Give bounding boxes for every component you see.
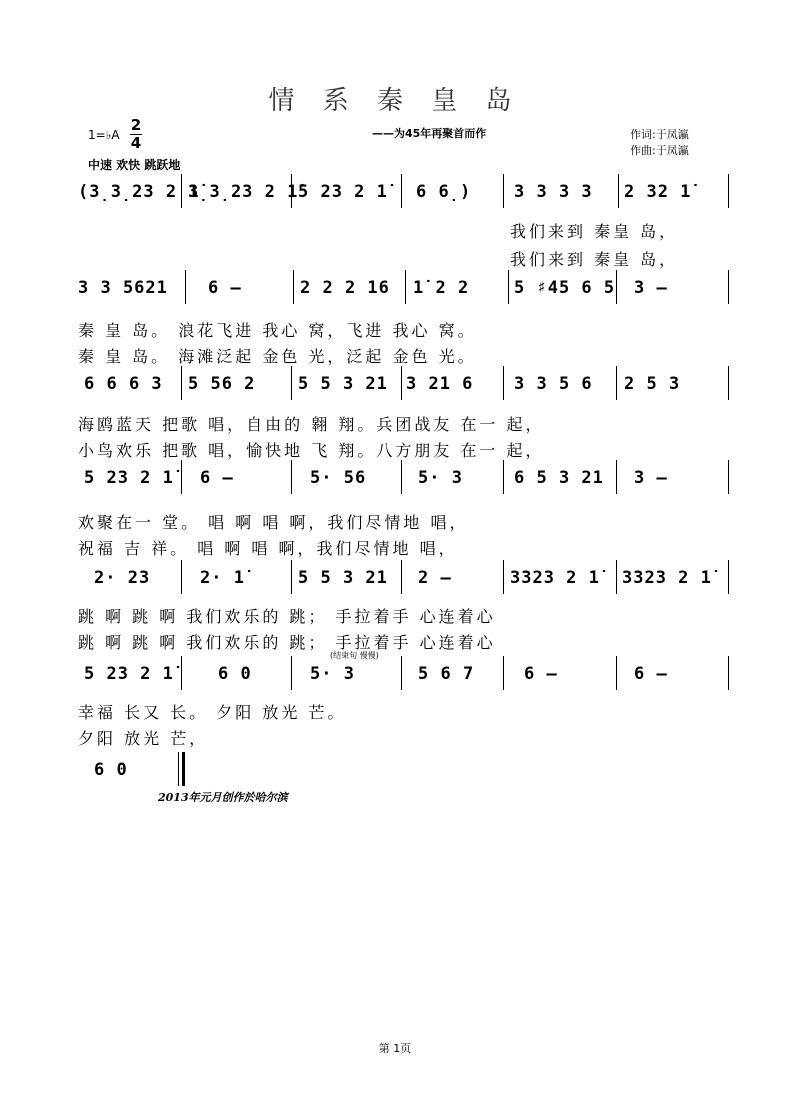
measure: 2 2 2 16 [300,278,390,298]
measure: 5 56 2 [188,374,256,394]
measure: 5· 3 [418,468,463,488]
measure: 5 23 2 1̇ [84,664,174,684]
lyric-line: 我们来到 秦皇 岛， [510,250,679,269]
measure: 3 3 5 6 [514,374,593,394]
measure: 1̇ 2 2 [413,278,470,298]
measure: 3323 2 1̇ [510,568,600,588]
lyric-line: 秦 皇 岛。 浪花飞进 我心 窝，飞进 我心 窝。 [78,321,477,340]
score-row-7 [78,752,188,786]
lyric-line: 欢聚在一 堂。 唱 啊 唱 啊，我们尽情地 唱， [78,513,469,532]
measure: 2 32 1̇ [624,182,692,202]
measure: 5· 3 [310,664,355,684]
score-row-3 [78,366,728,401]
tempo-marking: 中速 欢快 跳跃地 [88,158,181,172]
lyric-line: 祝福 吉 祥。 唱 啊 唱 啊，我们尽情地 唱， [78,539,458,558]
lyric-line: 幸福 长又 长。 夕阳 放光 芒。 [78,703,347,722]
score-row-6 [78,656,728,691]
time-signature-bottom: 4 [130,134,142,152]
measure: 6 6 6 3 [84,374,163,394]
lyric-line: 小鸟欢乐 把歌 唱，愉快地 飞 翔。八方朋友 在一 起， [78,441,545,460]
composition-note: 2013年元月创作於哈尔滨 [158,791,288,804]
page-number: 第 1页 [378,1042,412,1055]
measure: 5 6 7 [418,664,475,684]
time-signature [130,118,142,151]
measure: 5· 56 [310,468,367,488]
measure: (3̣3̣23 2 1̇ [78,182,200,202]
dedication: ——为45年再聚首而作 [372,127,487,140]
measure: 5 23 2 1̇ [84,468,174,488]
lyric-line: 跳 啊 跳 啊 我们欢乐的 跳； 手拉着手 心连着心 [78,607,496,626]
lyric-line: 夕阳 放光 芒， [78,729,209,748]
measure: 3 3 5621 [78,278,168,298]
measure: 6 5 3 21 [514,468,604,488]
measure: 3 21 6 [406,374,474,394]
measure: 6 – [200,468,234,488]
measure: 3 – [634,468,668,488]
song-title: 情 系 秦 皇 岛 [268,86,522,116]
measure: 5 23 2 1̇ [298,182,388,202]
measure: 2· 23 [94,568,151,588]
measure: 6 – [524,664,558,684]
measure: 2· 1̇ [200,568,245,588]
measure: 3323 2 1̇ [622,568,712,588]
lyric-line: 我们来到 秦皇 岛， [510,222,679,241]
measure: 2 5 3 [624,374,681,394]
measure: 3 – [634,278,668,298]
score-row-4 [78,460,728,495]
measure: 6 0 [218,664,252,684]
measure: 5 5 3 21 [298,374,388,394]
key-signature: 1=♭A [88,128,120,142]
measure: 5 ♯45 6 5 [514,278,616,298]
measure: 5 5 3 21 [298,568,388,588]
lyric-line: 跳 啊 跳 啊 我们欢乐的 跳； 手拉着手 心连着心 [78,633,496,652]
measure: 6 – [634,664,668,684]
lyric-line: 秦 皇 岛。 海滩泛起 金色 光，泛起 金色 光。 [78,347,477,366]
measure: 2 – [418,568,452,588]
score-row-5 [78,560,728,595]
lyric-line: 海鸥蓝天 把歌 唱，自由的 翱 翔。兵团战友 在一 起， [78,415,545,434]
measure: 6 0 [94,760,128,780]
lyricist: 作词:于凤瀛 [630,128,689,141]
measure: 6 – [208,278,242,298]
composer: 作曲:于凤瀛 [630,144,689,157]
score-row-2 [78,270,728,305]
time-signature-top: 2 [130,116,142,134]
score-row-1 [78,174,728,209]
measure: 3̣3̣23 2 1̇ [188,182,299,202]
ending-annotation: (结束句 慢慢) [330,651,379,660]
measure: 6 6̣) [416,182,472,202]
measure: 3 3 3 3 [514,182,593,202]
